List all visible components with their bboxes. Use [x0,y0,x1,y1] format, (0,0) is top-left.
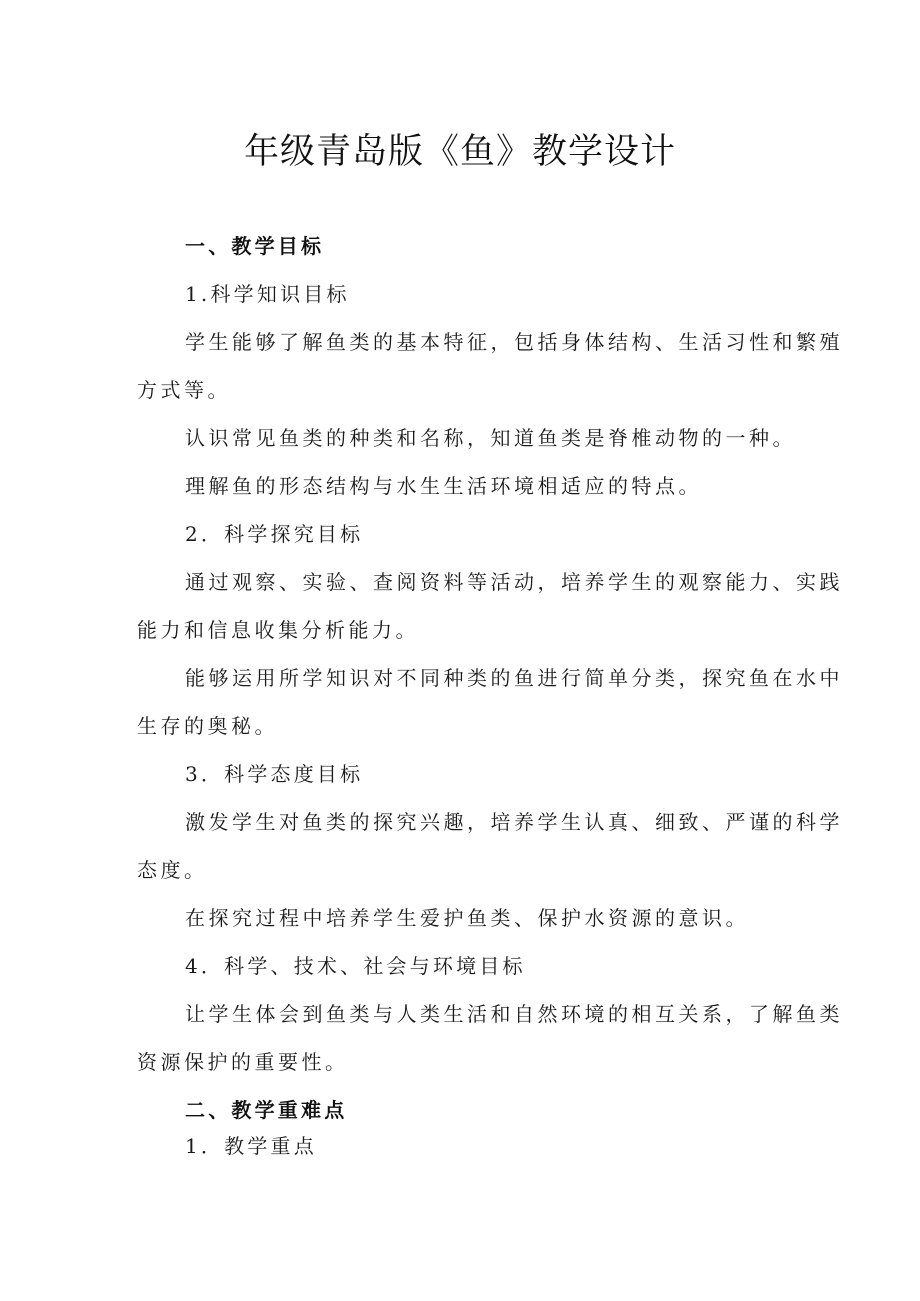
subheading-teaching-focus: 1．教学重点 [185,1134,317,1158]
paragraph-line: 在探究过程中培养学生爱护鱼类、保护水资源的意识。 [185,906,749,930]
subheading-attitude-objectives: 3．科学态度目标 [185,762,364,786]
paragraph-line: 理解鱼的形态结构与水生生活环境相适应的特点。 [185,474,702,498]
subheading-knowledge-objectives: 1.科学知识目标 [185,282,350,306]
paragraph-line: 生存的奥秘。 [137,714,278,738]
paragraph-line: 能力和信息收集分析能力。 [137,618,419,642]
subheading-sts-objectives: 4．科学、技术、社会与环境目标 [185,954,526,978]
section-heading-teaching-objectives: 一、教学目标 [185,234,325,258]
paragraph-line: 资源保护的重要性。 [137,1050,349,1074]
paragraph-line: 学生能够了解鱼类的基本特征，包括身体结构、生活习性和繁殖 [185,330,843,354]
paragraph-line: 通过观察、实验、查阅资料等活动，培养学生的观察能力、实践 [185,570,843,594]
paragraph-line: 态度。 [137,858,208,882]
paragraph-line: 方式等。 [137,378,231,402]
paragraph-line: 激发学生对鱼类的探究兴趣，培养学生认真、细致、严谨的科学 [185,810,843,834]
paragraph-line: 能够运用所学知识对不同种类的鱼进行简单分类，探究鱼在水中 [185,666,843,690]
subheading-inquiry-objectives: 2．科学探究目标 [185,522,364,546]
document-title: 年级青岛版《鱼》教学设计 [243,132,676,172]
paragraph-line: 让学生体会到鱼类与人类生活和自然环境的相互关系，了解鱼类 [185,1002,843,1026]
section-heading-key-difficult-points: 二、教学重难点 [185,1098,348,1122]
paragraph-line: 认识常见鱼类的种类和名称，知道鱼类是脊椎动物的一种。 [185,426,796,450]
